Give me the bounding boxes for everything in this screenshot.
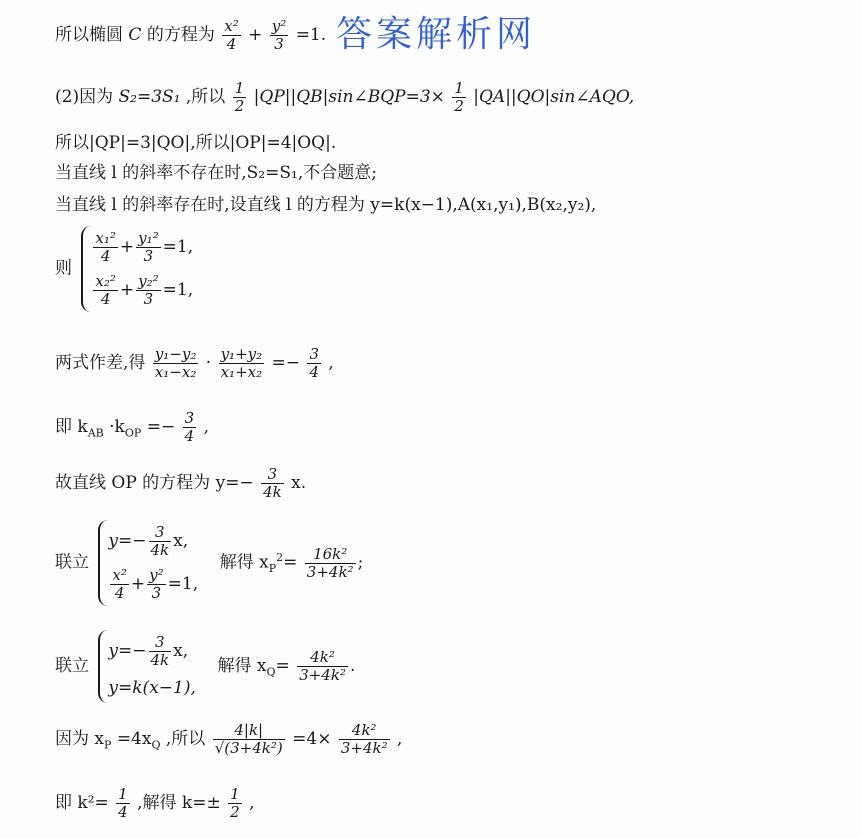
system-2: 联立 y=− $\frac{3}{4k}$ x, $\frac{\text{x²}}{4}$ + $\frac{\text{y²}}{3}$ =1, 解得 $x_P^2=$ $\frac{\text{16k²}}{\text{3+4k²}}$ ;: [55, 520, 363, 606]
system-1: 则 $\frac{\text{x₁²}}{4}$ + $\frac{\text{y₁²}}{3}$ =1, $\frac{\text{x₂²}}{4}$ + $\frac{\text{y₂²}}{3}$ =1,: [55, 226, 193, 312]
text: 的方程为: [146, 25, 215, 45]
line-3: 所以|QP|=3|QO|,所以|OP|=4|OQ|.: [55, 133, 337, 153]
line-4: 当直线 l 的斜率不存在时,S₂=S₁,不合题意;: [55, 163, 377, 183]
line-12: 因为 $x_P =4x_Q$ ,所以 $\frac{4|k|}{\text{√(3+4k²)}}$ =4× $\frac{\text{4k²}}{\text{3+4k²}}$ ,: [55, 721, 403, 757]
line-13: 即 k²= $\frac{1}{4}$ ,解得 k=± $\frac{1}{2}$ ,: [55, 785, 255, 821]
line-9: 故直线 OP 的方程为 y=− $\frac{3}{4k}$ x.: [55, 465, 307, 501]
text: 所以椭圆: [55, 25, 123, 45]
watermark: 答案解析网: [336, 14, 537, 55]
line-1: [55, 18, 326, 53]
fraction: $\frac{1}{2}$: [454, 79, 464, 115]
fraction: $\frac{\text{x²}}{4}$: [224, 17, 239, 53]
line-5: 当直线 l 的斜率存在时,设直线 l 的方程为 y=k(x−1),A(x₁,y₁),B(x₂,y₂),: [55, 195, 597, 215]
text: +: [248, 25, 263, 45]
system-3: 联立 y=− $\frac{3}{4k}$ x, y=k(x−1), 解得 $x_Q=$ $\frac{\text{4k²}}{\text{3+4k²}}$ .: [55, 630, 355, 703]
line-7: 两式作差,得 $\frac{\text{y₁−y₂}}{\text{x₁−x₂}}$ · $\frac{\text{y₁+y₂}}{\text{x₁+x₂}}$ =− $\frac{3}{4}$ ,: [55, 345, 334, 381]
line-2: (2)因为 S₂=3S₁ ,所以 $\frac{1}{2}$ |QP||QB|sin∠BQP=3× $\frac{1}{2}$ |QA||QO|sin∠AQO,: [55, 79, 635, 115]
fraction: $\frac{\text{y²}}{3}$: [271, 17, 287, 53]
line-8: 即 $k_{AB} \cdot k_{OP}$ =− $\frac{3}{4}$ ,: [55, 409, 209, 445]
var-c: C: [128, 25, 142, 45]
text: =1.: [295, 25, 327, 45]
fraction: $\frac{1}{2}$: [234, 79, 245, 115]
